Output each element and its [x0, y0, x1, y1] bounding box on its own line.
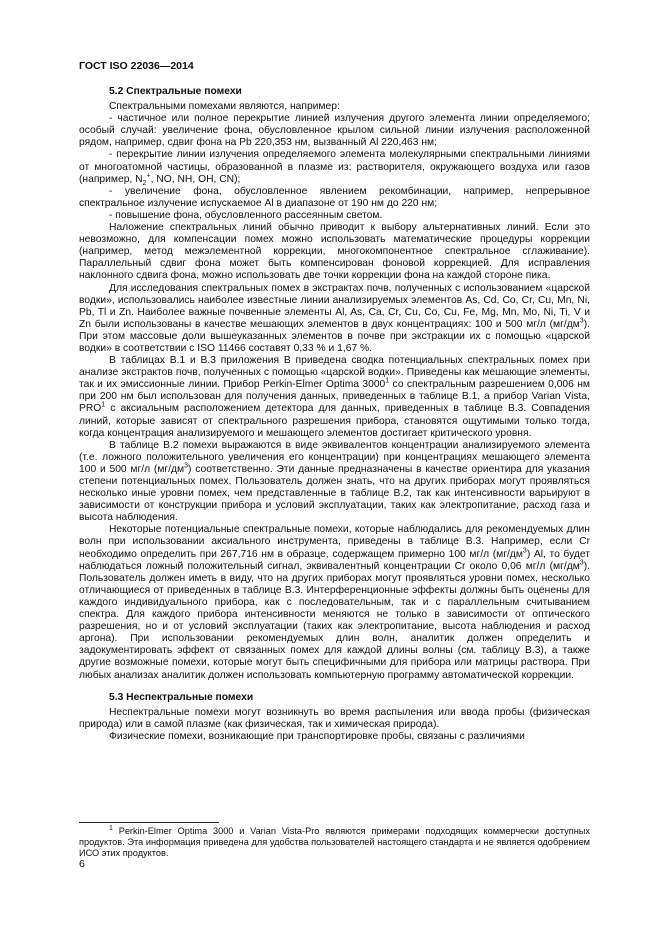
text-run: ). Пользователь должен иметь в виду, что на других приборах могут проявляться уровни помех, несколько отличающиеся от приведенных в таблице В.3. Интерференционные эффекты должны быть оценены для каждого индивидуального прибора, как с последовательным, так и с параллельным считыванием спектра. Для каждого прибора интенсивности меняются не только в зависимости от оптического разрешения, но и от условий эксплуатации (таких как электропитание, высота наблюдения и расход аргона). При использовании рекомендуемых длин волн, аналитик должен определить и задокументировать эффект от связанных помех для каждой длины волны (см. таблицу В.3), а также другие возможные помехи, которые могут быть специфичными для прибора или матрицы раствора. При любых анализах аналитик должен использовать компьютерную программу автоматической коррекции.	[79, 560, 590, 681]
spacer	[79, 682, 590, 692]
superscript: 3	[579, 317, 584, 325]
text-run: ). При этом массовые доли вышеуказанных элементов в почве при экстракции их с помощью «царской водки» в соответствии с ISO 11466 составят 0,33 % и 1,67 %.	[79, 318, 590, 354]
paragraph: - повышение фона, обусловленного рассеянным светом.	[109, 209, 383, 221]
section-heading-5-2: 5.2 Спектральные помехи	[109, 86, 242, 97]
footnote	[79, 826, 590, 859]
document-body	[79, 86, 590, 743]
text-run: , NO, NH, OH, CN);	[150, 173, 241, 185]
paragraph	[79, 355, 590, 440]
footnote-divider	[79, 822, 219, 823]
paragraph	[79, 524, 590, 681]
paragraph: - частичное или полное перекрытие линией излучения другого элемента линии определяемого; особый случай: увеличение фона, обусловленное крылом сильной линии излучения расположенной рядом, например, сдвиг фона на Pb 220,353 нм, вызванный Al 220,463 нм;	[79, 113, 590, 149]
paragraph: - увеличение фона, обусловленное явлением рекомбинации, например, непрерывное спектральное излучение испускаемое Al в диапазоне от 190 нм до 220 нм;	[79, 185, 590, 209]
paragraph	[79, 149, 590, 185]
superscript: 3	[522, 547, 527, 555]
text-run: - перекрытие линии излучения определяемого элемента молекулярными спектральными линиями от многоатомной частицы, образованной в плазме из: растворителя, окружающего воздуха или газов (например, N	[79, 149, 590, 185]
text-run: со спектральным разрешением 0,006 нм при 200 нм был использован для получения данных, приведенных в таблице В.1, а прибор Varian Vista, PRO	[79, 379, 590, 415]
superscript: 3	[184, 462, 189, 470]
paragraph: Неспектральные помехи могут возникнуть во время распыления или ввода пробы (физическая природа) или в самой плазме (как физическая, так и химическая природа).	[79, 706, 590, 730]
text-run: В таблице В.2 помехи выражаются в виде эквивалентов концентрации анализируемого элемента (т.е. ложного положительного увеличения его концентрации) при концентрациях мешающего элемента 100 и 500 мг/л (мг/дм	[79, 439, 590, 475]
text-run: с аксиальным расположением детектора для данных, приведенных в таблице В.3. Совпадения линий, которые зависят от спектрального разрешения прибора, становятся ощутимыми только тогда, когда концентрация анализируемого и мешающего элементов достигает критического уровня.	[79, 403, 590, 439]
text-run: Некоторые потенциальные спектральные помехи, которые наблюдались для рекомендуемых длин волн при использовании аксиального инструмента, приведены в таблице В.3. Например, если Cr необходимо определить при 267,716 нм в образце, содержащем примерно 100 мг/л (мг/дм	[79, 524, 590, 560]
superscript: 3	[579, 559, 584, 567]
footnote-ref: 1	[385, 377, 390, 385]
page-number: 6	[79, 858, 85, 870]
text-run: ) соответственно. Эти данные предназначены в качестве ориентира для указания степени потенциальных помех. Пользователь должен знать, что на других приборах могут проявляться несколько иные уровни помех, чем представленные в таблице В.2, так как интенсивности варьируют в зависимости от конструкции прибора и условий эксплуатации, таких как электропитание, расход газа и высота наблюдения.	[79, 463, 590, 524]
footnote-text: Perkin-Elmer Optima 3000 и Varian Vista-Pro являются примерами подходящих коммерчески доступных продуктов. Эта информация приведена для удобства пользователей настоящего стандарта и не является одобрением ИСО этих продуктов.	[79, 826, 590, 858]
paragraph	[79, 283, 590, 356]
text-run: Для исследования спектральных помех в экстрактах почв, полученных с использованием «царской водки», использовались наиболее известные линии анализируемых элементов As, Cd, Co, Cr, Cu, Mn, Ni, Pb, Tl и Zn. Наиболее важные почвенные элементы Al, As, Ca, Cr, Cu, Co, Cu, Fe, Mg, Mn, Mo, Ni, Ti, V и Zn были использованы в качестве мешающих элементов в двух концентрациях: 100 и 500 мг/л (мг/дм	[79, 282, 590, 330]
document-header: ГОСТ ISO 22036—2014	[79, 60, 194, 72]
footnote-ref: 1	[101, 402, 106, 410]
paragraph	[79, 440, 590, 525]
section-heading-5-3: 5.3 Неспектральные помехи	[109, 691, 254, 703]
text-run: В таблицах В.1 и В.3 приложения В приведена сводка потенциальных спектральных помех при анализе экстрактов почв, полученных с помощью «царской водки». Приведены как мешающие элементы, так и их эмиссионные линии. Прибор Perkin-Elmer Optima 3000	[79, 355, 590, 391]
superscript: +	[146, 172, 151, 180]
paragraph: Наложение спектральных линий обычно приводит к выбору альтернативных линий. Если это невозможно, для компенсации помех можно использовать математические процедуры коррекции (например, метод межэлементной коррекции, многокомпонентное спектральное сглаживание). Параллельный сдвиг фона может быть компенсирован фоновой коррекцией. Для исправления наклонного сдвига фона, можно использовать две точки коррекции фона на каждой стороне пика.	[79, 222, 590, 282]
paragraph: Спектральными помехами являются, например:	[109, 101, 340, 113]
paragraph: Физические помехи, возникающие при транспортировке пробы, связаны с различиями	[109, 730, 525, 742]
text-run: ) Al, то будет наблюдаться ложный положительный сигнал, эквивалентный концентрации Cr около 0,06 мг/л (мг/дм	[79, 548, 590, 572]
subscript: 2	[142, 179, 147, 187]
footnote-mark: 1	[109, 824, 113, 832]
